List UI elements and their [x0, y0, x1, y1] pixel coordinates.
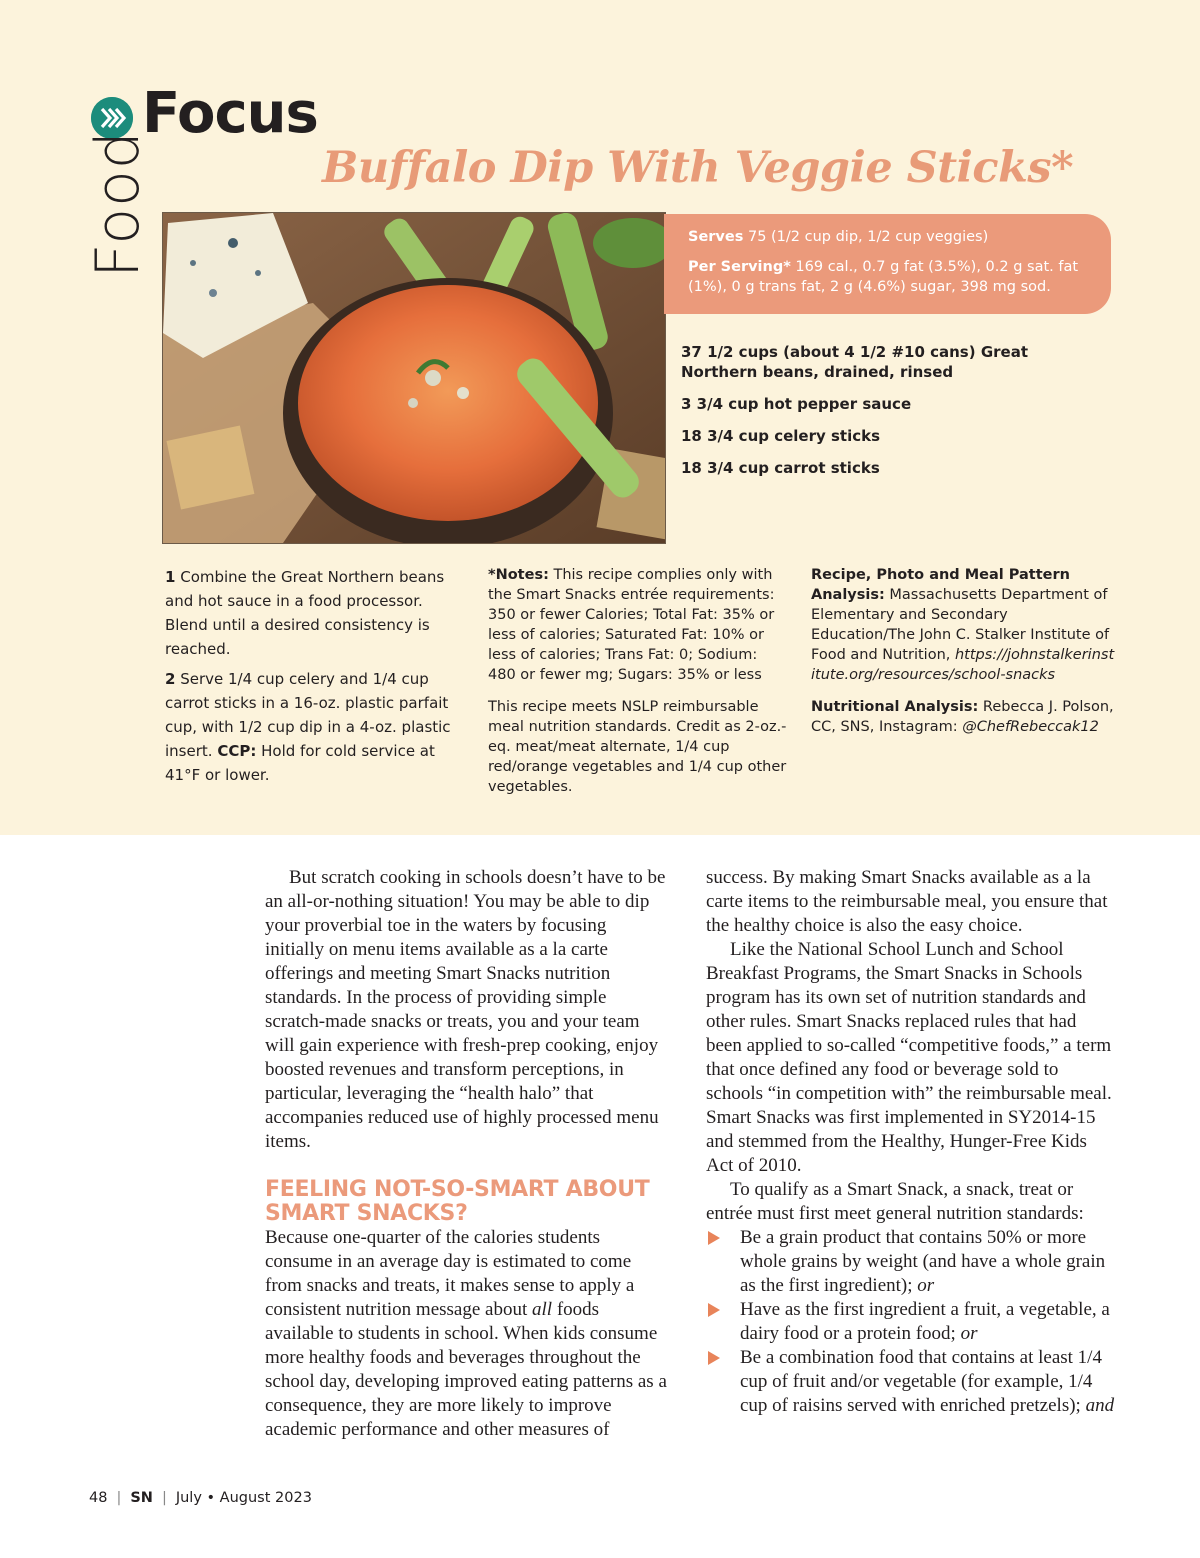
article-column-left	[265, 866, 670, 1442]
recipe-credit-label: Recipe, Photo and Meal Pattern Analysis:	[811, 567, 1070, 603]
step-number: 1	[165, 568, 176, 586]
triangle-bullet-icon	[708, 1231, 720, 1245]
nslp-note: This recipe meets NSLP reimbursable meal nutrition standards. Credit as 2-oz.-eq. meat/meat alternate, 1/4 cup red/orange vegetables and 1/4 cup other vegetables.	[488, 699, 787, 795]
step-2	[165, 667, 470, 787]
ingredient-list	[681, 342, 1101, 490]
article-paragraph: Like the National School Lunch and School Breakfast Programs, the Smart Snacks in Schools program has its own set of nutrition standards and other rules. Smart Snacks replaced rules that had been applied to so-called “competitive foods,” a term that once defined any food or beverage sold to schools “in competition with” the reimbursable meal. Smart Snacks was first implemented in SY2014-15 and stemmed from the Healthy, Hunger-Free Kids Act of 2010.	[706, 939, 1112, 1176]
ccp-label: CCP:	[217, 742, 257, 760]
list-item-text: Be a combination food that contains at least 1/4 cup of fruit and/or vegetable (for example, 1/4 cup of raisins served with enriched pretzels);	[740, 1347, 1102, 1416]
article-paragraph: success. By making Smart Snacks available as a la carte items to the reimbursable meal, you ensure that the healthy choice is also the easy choice.	[706, 867, 1108, 936]
ingredient-item: 37 1/2 cups (about 4 1/2 #10 cans) Great Northern beans, drained, rinsed	[681, 343, 1028, 381]
footer-divider: |	[161, 1490, 167, 1506]
instagram-handle[interactable]: @ChefRebeccak12	[962, 719, 1099, 735]
ccp-text: Hold for cold service at 41°F or lower.	[165, 742, 435, 784]
serves-label: Serves	[688, 229, 744, 245]
list-item-text: Be a grain product that contains 50% or more whole grains by weight (and have a whole grain as the first ingredient);	[740, 1227, 1106, 1296]
recipe-title: Buffalo Dip With Veggie Sticks*	[322, 143, 1074, 193]
nutrition-credit-text: Rebecca J. Polson, CC, SNS, Instagram:	[811, 699, 1114, 735]
ingredient-item: 18 3/4 cup carrot sticks	[681, 459, 880, 477]
section-word-food: Food	[83, 130, 153, 278]
recipe-steps	[165, 565, 470, 793]
triangle-bullet-icon	[708, 1351, 720, 1365]
recipe-credit-url[interactable]: https://johnstalkerinstitute.org/resources/school-snacks	[811, 647, 1115, 683]
notes-text: This recipe complies only with the Smart Snacks entrée requirements: 350 or fewer Calories; Total Fat: 35% or less of calories; Saturated Fat: 10% or less of calories; Trans Fat: 0; Sodium: 480 or fewer mg; Sugars: 35% or less	[488, 567, 775, 683]
step-text: Serve 1/4 cup celery and 1/4 cup carrot sticks in a 16-oz. plastic parfait cup, with 1/2 cup dip in a 4-oz. plastic insert.	[165, 670, 451, 760]
recipe-credits	[811, 565, 1116, 749]
section-word-focus: Focus	[142, 81, 318, 146]
page-number: 48	[89, 1490, 108, 1506]
article-column-right	[706, 866, 1116, 1418]
article-paragraph: To qualify as a Smart Snack, a snack, treat or entrée must first meet general nutrition standards:	[706, 1179, 1084, 1224]
step-text: Combine the Great Northern beans and hot sauce in a food processor. Blend until a desired consistency is reached.	[165, 568, 445, 658]
notes-label: *Notes:	[488, 567, 549, 583]
list-item-conjunction: or	[917, 1275, 935, 1296]
ingredient-item: 3 3/4 cup hot pepper sauce	[681, 395, 912, 413]
list-item-conjunction: and	[1085, 1395, 1115, 1416]
emphasis-text: all	[532, 1299, 553, 1320]
issue-date: July • August 2023	[175, 1490, 312, 1506]
nutrition-credit-label: Nutritional Analysis:	[811, 699, 979, 715]
qualification-list	[706, 1226, 1116, 1418]
step-number: 2	[165, 670, 176, 688]
list-item-text: Have as the first ingredient a fruit, a vegetable, a dairy food or a protein food;	[740, 1299, 1110, 1344]
per-serving-value: 169 cal., 0.7 g fat (3.5%), 0.2 g sat. fat (1%), 0 g trans fat, 2 g (4.6%) sugar, 398 mg sod.	[688, 259, 1079, 295]
article-paragraph	[265, 1226, 670, 1442]
article-text: foods available to students in school. When kids consume more healthy foods and beverages throughout the school day, developing improved eating patterns as a consequence, they are more likely to improve academic performance and other measures of	[265, 1299, 667, 1440]
recipe-photo	[162, 212, 666, 544]
list-item	[706, 1298, 1116, 1346]
serving-info	[664, 214, 1111, 314]
recipe-notes	[488, 565, 788, 809]
article-subhead: FEELING NOT-SO-SMART ABOUT SMART SNACKS?	[265, 1177, 650, 1226]
list-item	[706, 1346, 1116, 1418]
ingredient-item: 18 3/4 cup celery sticks	[681, 427, 881, 445]
list-item-conjunction: or	[960, 1323, 978, 1344]
article-text: Because one-quarter of the calories students consume in an average day is estimated to come from snacks and treats, it makes sense to apply a consistent nutrition message about	[265, 1227, 635, 1320]
serves-value: 75 (1/2 cup dip, 1/2 cup veggies)	[747, 229, 989, 245]
list-item	[706, 1226, 1116, 1298]
page-footer	[89, 1488, 312, 1508]
recipe-credit-text: Massachusetts Department of Elementary and Secondary Education/The John C. Stalker Institute of Food and Nutrition,	[811, 587, 1110, 663]
article-paragraph: But scratch cooking in schools doesn’t have to be an all-or-nothing situation! You may be able to dip your proverbial toe in the waters by focusing initially on menu items available as a la carte offerings and meeting Smart Snacks nutrition standards. In the process of providing simple scratch-made snacks or treats, you and your team will gain experience with fresh-prep cooking, enjoy boosted revenues and transform perceptions, in particular, leveraging the “health halo” that accompanies reduced use of highly processed menu items.	[265, 867, 666, 1152]
step-1	[165, 565, 470, 661]
per-serving-label: Per Serving*	[688, 259, 791, 275]
footer-divider: |	[116, 1490, 122, 1506]
magazine-name: SN	[130, 1490, 153, 1506]
triangle-bullet-icon	[708, 1303, 720, 1317]
